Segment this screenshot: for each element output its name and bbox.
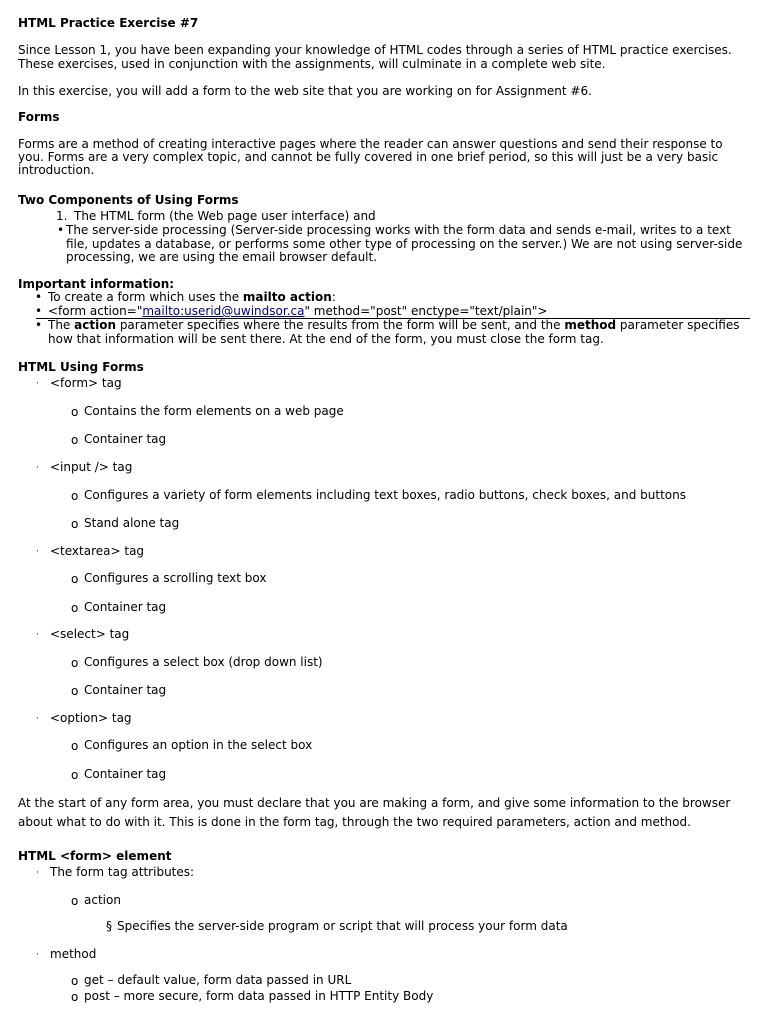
intro-line: Since Lesson 1, you have been expanding your knowledge of HTML codes through a series of HTML practice exercises. <box>18 43 732 57</box>
tag-subitem: Contains the form elements on a web page <box>84 404 344 418</box>
circle-marker: o <box>71 656 79 670</box>
tag-item: <input /> tag <box>50 460 133 474</box>
intro-line: These exercises, used in conjunction with the assignments, will culminate in a complete web site. <box>18 57 606 71</box>
attribute-description: Specifies the server-side program or script that will process your form data <box>117 919 568 933</box>
section-marker: § <box>106 919 112 933</box>
bullet-marker: · <box>36 630 39 640</box>
important-item-continued: how that information will be sent there. At the end of the form, you must close the form tag. <box>48 332 604 346</box>
tag-subitem: Configures a scrolling text box <box>84 571 267 585</box>
bullet-marker: · <box>36 950 39 960</box>
circle-marker: o <box>71 572 79 586</box>
circle-marker: o <box>71 489 79 503</box>
circle-marker: o <box>71 433 79 447</box>
attribute-intro: The form tag attributes: <box>50 865 195 879</box>
components-item: The server-side processing (Server-side processing works with the form data and sends e-mail, writes to a text <box>66 223 731 237</box>
tag-subitem: Container tag <box>84 683 167 697</box>
form-tag-example: <form action="mailto:userid@uwindsor.ca" method="post" enctype="text/plain"> <box>48 304 548 318</box>
circle-marker: o <box>71 990 79 1004</box>
circle-marker: o <box>71 517 79 531</box>
important-heading: Important information: <box>18 277 175 291</box>
components-item-continued: file, updates a database, or performs some other type of processing on the server.) We are not using server-side <box>66 237 743 251</box>
form-element-heading: HTML <form> element <box>18 849 172 863</box>
bullet-marker: · <box>36 463 39 473</box>
method-option: get – default value, form data passed in URL <box>84 973 352 987</box>
important-item: The action parameter specifies where the results from the form will be sent, and the method parameter specifies <box>48 318 740 332</box>
circle-marker: o <box>71 974 79 988</box>
circle-marker: o <box>71 768 79 782</box>
bullet-marker: • <box>57 223 65 237</box>
using-forms-heading: HTML Using Forms <box>18 360 144 374</box>
tag-subitem: Stand alone tag <box>84 516 180 530</box>
circle-marker: o <box>71 601 79 615</box>
components-item-continued: processing, we are using the email browser default. <box>66 250 378 264</box>
components-item: The HTML form (the Web page user interface) and <box>74 209 376 223</box>
page-title: HTML Practice Exercise #7 <box>18 16 199 30</box>
circle-marker: o <box>71 894 79 908</box>
intro-line: In this exercise, you will add a form to the web site that you are working on for Assignment #6. <box>18 84 592 98</box>
tag-item: <option> tag <box>50 711 132 725</box>
components-heading: Two Components of Using Forms <box>18 193 239 207</box>
tag-subitem: Configures a variety of form elements including text boxes, radio buttons, check boxes, and buttons <box>84 488 687 502</box>
method-option: post – more secure, form data passed in HTTP Entity Body <box>84 989 434 1003</box>
tag-subitem: Container tag <box>84 600 167 614</box>
bullet-marker: · <box>36 714 39 724</box>
forms-paragraph-line: introduction. <box>18 163 95 177</box>
circle-marker: o <box>71 739 79 753</box>
bullet-marker: • <box>35 318 43 332</box>
circle-marker: o <box>71 405 79 419</box>
bullet-marker: · <box>36 379 39 389</box>
declare-paragraph-line: about what to do with it. This is done in the form tag, through the two required parameters, action and method. <box>18 815 691 829</box>
tag-subitem: Container tag <box>84 432 167 446</box>
tag-item: <textarea> tag <box>50 544 145 558</box>
forms-paragraph-line: Forms are a method of creating interactive pages where the reader can answer questions and send their response to <box>18 137 723 151</box>
tag-subitem: Configures an option in the select box <box>84 738 313 752</box>
circle-marker: o <box>71 684 79 698</box>
bullet-marker: · <box>36 868 39 878</box>
bullet-marker: • <box>35 290 43 304</box>
tag-subitem: Container tag <box>84 767 167 781</box>
mailto-link[interactable]: mailto:userid@uwindsor.ca <box>142 304 305 318</box>
attribute-name: method <box>50 947 97 961</box>
attribute-name: action <box>84 893 121 907</box>
tag-subitem: Configures a select box (drop down list) <box>84 655 323 669</box>
tag-item: <form> tag <box>50 376 122 390</box>
important-item: To create a form which uses the mailto action: <box>48 290 336 304</box>
forms-paragraph-line: you. Forms are a very complex topic, and cannot be fully covered in one brief period, so this will just be a very basic <box>18 150 719 164</box>
bullet-marker: · <box>36 547 39 557</box>
list-marker: 1. <box>56 209 68 223</box>
forms-heading: Forms <box>18 110 60 124</box>
tag-item: <select> tag <box>50 627 130 641</box>
bullet-marker: • <box>35 304 43 318</box>
declare-paragraph-line: At the start of any form area, you must declare that you are making a form, and give some information to the browser <box>18 796 731 810</box>
